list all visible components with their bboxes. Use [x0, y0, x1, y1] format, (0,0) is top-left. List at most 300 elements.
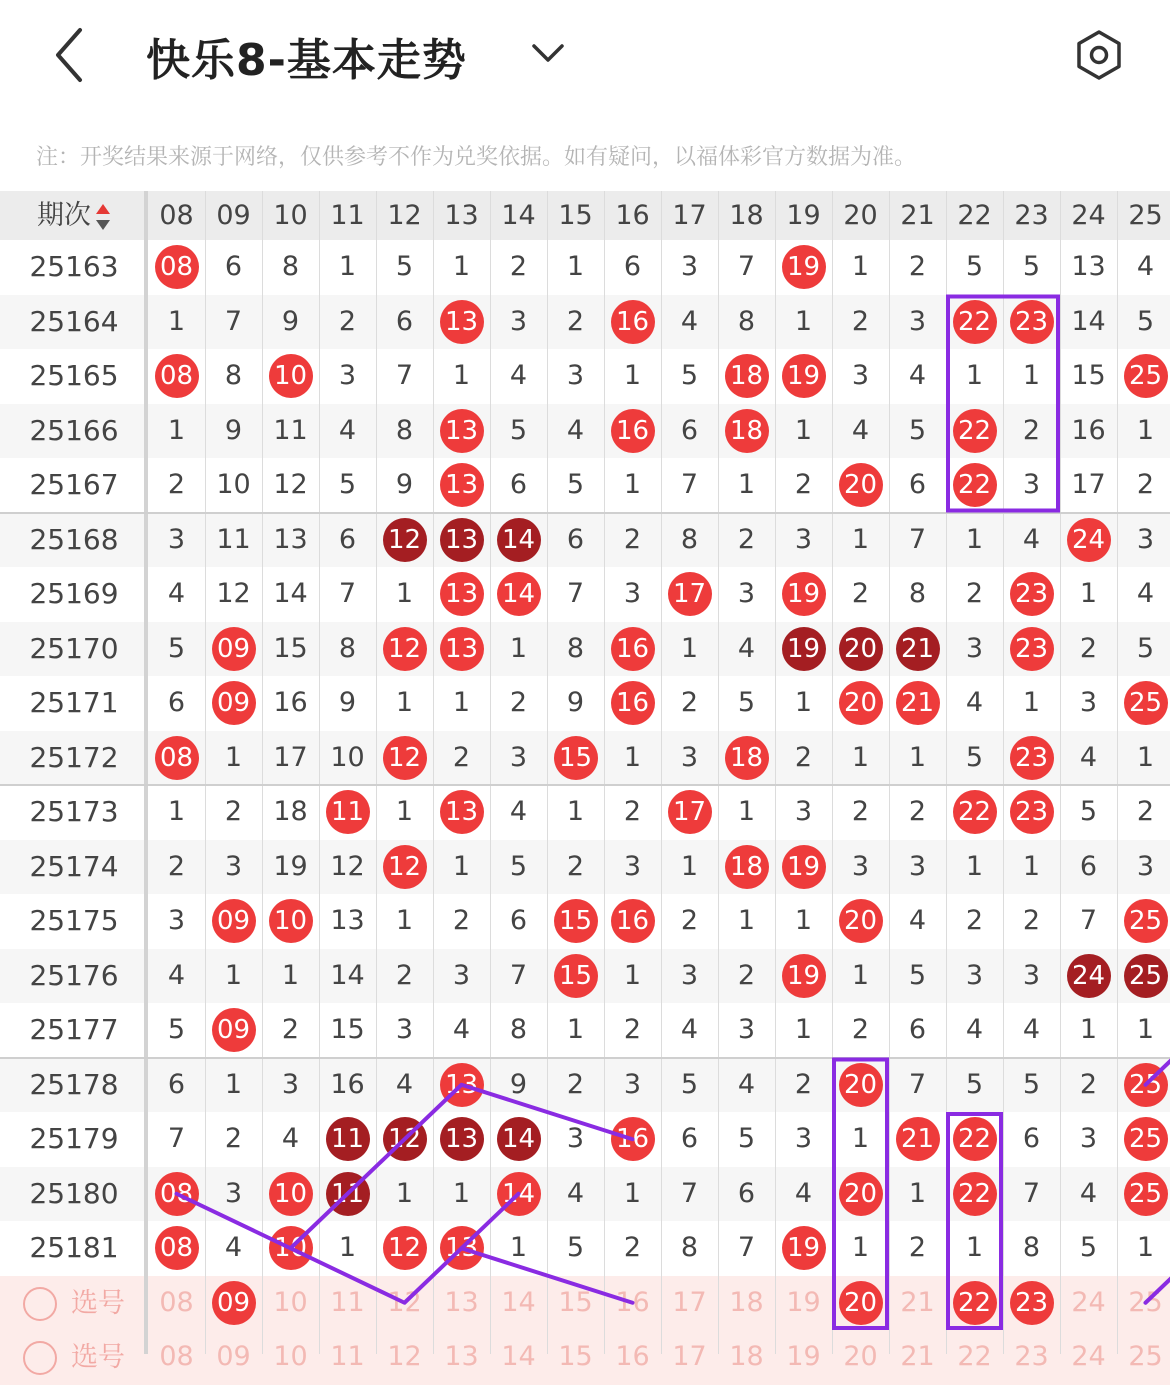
column-divider: [718, 191, 719, 1354]
drawn-number-cell: [718, 840, 775, 895]
omission-cell: 3: [718, 567, 775, 622]
number-ball: 08: [155, 736, 199, 780]
pick-row-toggle[interactable]: [0, 1276, 148, 1331]
omission-cell: 1: [1117, 1221, 1170, 1276]
table-row: [0, 949, 1170, 1004]
pick-number-button[interactable]: 18: [718, 1276, 775, 1331]
omission-cell: 3: [775, 513, 832, 568]
table-row: [0, 349, 1170, 404]
omission-cell: 1: [433, 349, 490, 404]
drawn-number-cell: [490, 567, 547, 622]
pick-number-button[interactable]: 16: [604, 1276, 661, 1331]
omission-cell: 4: [376, 1058, 433, 1113]
settings-button[interactable]: [1072, 28, 1126, 82]
omission-cell: 2: [604, 1003, 661, 1058]
pick-number-button[interactable]: 22: [946, 1330, 1003, 1385]
pick-number-button[interactable]: 11: [319, 1330, 376, 1385]
omission-cell: 3: [1060, 676, 1117, 731]
table-row: [0, 295, 1170, 350]
drawn-number-cell: [1117, 894, 1170, 949]
omission-cell: 5: [490, 404, 547, 459]
omission-cell: 4: [490, 785, 547, 840]
number-ball: 15: [554, 736, 598, 780]
drawn-number-cell: [775, 567, 832, 622]
omission-cell: 9: [490, 1058, 547, 1113]
omission-cell: 2: [775, 1058, 832, 1113]
number-ball: 12: [383, 845, 427, 889]
pick-number-button[interactable]: 24: [1060, 1330, 1117, 1385]
omission-cell: 2: [946, 894, 1003, 949]
pick-number-button[interactable]: 16: [604, 1330, 661, 1385]
column-divider: [1060, 191, 1061, 1354]
table-row: [0, 785, 1170, 840]
period-cell: 25166: [0, 404, 148, 459]
pick-number-button[interactable]: [946, 1276, 1003, 1331]
pick-number-button[interactable]: 09: [205, 1330, 262, 1385]
omission-cell: 5: [718, 1112, 775, 1167]
omission-cell: 7: [889, 513, 946, 568]
column-divider: [1117, 191, 1118, 1354]
omission-cell: 1: [832, 1112, 889, 1167]
omission-cell: 6: [1003, 1112, 1060, 1167]
omission-cell: 2: [205, 785, 262, 840]
pick-number-button[interactable]: 17: [661, 1330, 718, 1385]
disclaimer-notice: 注：开奖结果来源于网络，仅供参考不作为兑奖依据。如有疑问，以福体彩官方数据为准。: [36, 140, 916, 171]
number-ball: 22: [953, 300, 997, 344]
omission-cell: 2: [718, 949, 775, 1004]
omission-cell: 4: [547, 404, 604, 459]
pick-number-button[interactable]: 15: [547, 1330, 604, 1385]
drawn-number-cell: [319, 1112, 376, 1167]
omission-cell: 4: [319, 404, 376, 459]
number-ball: 21: [896, 1117, 940, 1161]
omission-cell: 1: [1003, 676, 1060, 731]
omission-cell: 4: [490, 349, 547, 404]
omission-cell: 15: [1060, 349, 1117, 404]
column-divider: [775, 191, 776, 1354]
number-ball: 13: [440, 1226, 484, 1270]
pick-number-button[interactable]: 10: [262, 1276, 319, 1331]
omission-cell: 3: [1117, 513, 1170, 568]
omission-cell: 1: [148, 295, 205, 350]
omission-cell: 14: [319, 949, 376, 1004]
number-ball: 19: [782, 845, 826, 889]
omission-cell: 1: [604, 458, 661, 513]
pick-number-button[interactable]: 20: [832, 1330, 889, 1385]
number-ball: 13: [440, 518, 484, 562]
column-header: 16: [604, 191, 661, 240]
number-ball: 25: [1124, 1172, 1168, 1216]
drawn-number-cell: [376, 1112, 433, 1167]
number-ball: 08: [155, 1226, 199, 1270]
omission-cell: 1: [376, 1167, 433, 1222]
pick-row: [0, 1330, 1170, 1385]
pick-number-button[interactable]: 25: [1117, 1276, 1170, 1331]
omission-cell: 2: [832, 295, 889, 350]
number-ball: 19: [782, 245, 826, 289]
drawn-number-cell: [205, 676, 262, 731]
number-ball: 09: [212, 1008, 256, 1052]
omission-cell: 1: [604, 349, 661, 404]
number-ball: 11: [326, 1172, 370, 1216]
omission-cell: 3: [490, 295, 547, 350]
omission-cell: 3: [262, 1058, 319, 1113]
omission-cell: 1: [946, 840, 1003, 895]
omission-cell: 1: [832, 949, 889, 1004]
omission-cell: 15: [319, 1003, 376, 1058]
pick-number-button[interactable]: 17: [661, 1276, 718, 1331]
drawn-number-cell: [718, 731, 775, 786]
omission-cell: 2: [547, 840, 604, 895]
drawn-number-cell: [832, 1167, 889, 1222]
omission-cell: 1: [490, 622, 547, 677]
omission-cell: 5: [889, 949, 946, 1004]
number-ball: 22: [953, 790, 997, 834]
number-ball: 22: [953, 463, 997, 507]
omission-cell: 1: [1117, 731, 1170, 786]
omission-cell: 6: [604, 240, 661, 295]
column-header: 22: [946, 191, 1003, 240]
omission-cell: 2: [319, 295, 376, 350]
omission-cell: 4: [1003, 513, 1060, 568]
omission-cell: 3: [832, 349, 889, 404]
omission-cell: 3: [1003, 458, 1060, 513]
period-header-sort-button[interactable]: [0, 191, 148, 240]
omission-cell: 8: [661, 1221, 718, 1276]
number-ball: 10: [269, 1226, 313, 1270]
pick-number-button[interactable]: 11: [319, 1276, 376, 1331]
omission-cell: 2: [547, 295, 604, 350]
omission-cell: 1: [775, 1003, 832, 1058]
omission-cell: 3: [148, 894, 205, 949]
omission-cell: 3: [661, 240, 718, 295]
pick-number-button[interactable]: 12: [376, 1276, 433, 1331]
number-ball: 23: [1010, 627, 1054, 671]
omission-cell: 1: [433, 1167, 490, 1222]
period-cell: 25171: [0, 676, 148, 731]
pick-number-button[interactable]: 14: [490, 1330, 547, 1385]
omission-cell: 5: [889, 404, 946, 459]
pick-number-button[interactable]: [1003, 1276, 1060, 1331]
omission-cell: 1: [319, 1221, 376, 1276]
omission-cell: 13: [262, 513, 319, 568]
omission-cell: 4: [1003, 1003, 1060, 1058]
omission-cell: 1: [661, 840, 718, 895]
omission-cell: 3: [1060, 1112, 1117, 1167]
column-header: 23: [1003, 191, 1060, 240]
drawn-number-cell: [1117, 1167, 1170, 1222]
drawn-number-cell: [946, 1167, 1003, 1222]
drawn-number-cell: [547, 731, 604, 786]
omission-cell: 1: [604, 731, 661, 786]
omission-cell: 8: [718, 295, 775, 350]
drawn-number-cell: [604, 1112, 661, 1167]
drawn-number-cell: [376, 731, 433, 786]
omission-cell: 6: [319, 513, 376, 568]
omission-cell: 3: [889, 840, 946, 895]
number-ball: 23: [1010, 790, 1054, 834]
omission-cell: 3: [433, 949, 490, 1004]
omission-cell: 3: [604, 567, 661, 622]
column-divider: [376, 191, 377, 1354]
omission-cell: 13: [1060, 240, 1117, 295]
omission-cell: 8: [262, 240, 319, 295]
omission-cell: 4: [148, 949, 205, 1004]
column-header: 25: [1117, 191, 1170, 240]
omission-cell: 1: [376, 894, 433, 949]
omission-cell: 5: [490, 840, 547, 895]
drawn-number-cell: [433, 622, 490, 677]
drawn-number-cell: [832, 458, 889, 513]
column-header: 18: [718, 191, 775, 240]
omission-cell: 3: [319, 349, 376, 404]
pick-number-button[interactable]: 13: [433, 1330, 490, 1385]
omission-cell: 2: [490, 240, 547, 295]
omission-cell: 2: [604, 785, 661, 840]
table-row: [0, 1167, 1170, 1222]
number-ball: 16: [611, 409, 655, 453]
pick-number-button[interactable]: 21: [889, 1276, 946, 1331]
omission-cell: 3: [661, 731, 718, 786]
number-ball: 14: [497, 1172, 541, 1216]
pick-number-button[interactable]: 15: [547, 1276, 604, 1331]
drawn-number-cell: [604, 894, 661, 949]
omission-cell: 5: [1060, 785, 1117, 840]
number-ball: 16: [611, 300, 655, 344]
column-divider: [144, 191, 148, 1354]
group-divider: [0, 512, 1170, 514]
pick-number-button[interactable]: 19: [775, 1276, 832, 1331]
drawn-number-cell: [148, 240, 205, 295]
pick-number-button[interactable]: 14: [490, 1276, 547, 1331]
table-row: [0, 622, 1170, 677]
omission-cell: 5: [148, 1003, 205, 1058]
omission-cell: 1: [718, 785, 775, 840]
omission-cell: 2: [718, 513, 775, 568]
number-ball: 17: [668, 572, 712, 616]
omission-cell: 3: [205, 1167, 262, 1222]
period-cell: 25176: [0, 949, 148, 1004]
omission-cell: 1: [205, 949, 262, 1004]
column-header: 12: [376, 191, 433, 240]
pick-number-button[interactable]: 10: [262, 1330, 319, 1385]
omission-cell: 1: [889, 1167, 946, 1222]
column-header: 10: [262, 191, 319, 240]
table-row: [0, 1112, 1170, 1167]
omission-cell: 5: [1003, 1058, 1060, 1113]
top-bar: [0, 0, 1170, 112]
column-divider: [547, 191, 548, 1354]
omission-cell: 2: [889, 785, 946, 840]
omission-cell: 1: [832, 240, 889, 295]
number-ball: 19: [782, 954, 826, 998]
pick-number-button[interactable]: [205, 1276, 262, 1331]
number-ball: 22: [953, 1172, 997, 1216]
drawn-number-cell: [148, 1167, 205, 1222]
period-cell: 25177: [0, 1003, 148, 1058]
drawn-number-cell: [1003, 731, 1060, 786]
omission-cell: 1: [547, 785, 604, 840]
column-header: 11: [319, 191, 376, 240]
drawn-number-cell: [946, 295, 1003, 350]
omission-cell: 7: [1003, 1167, 1060, 1222]
omission-cell: 5: [718, 676, 775, 731]
period-header-label: 期次: [37, 200, 91, 231]
omission-cell: 1: [604, 949, 661, 1004]
column-divider: [319, 191, 320, 1354]
table-row: [0, 458, 1170, 513]
omission-cell: 3: [205, 840, 262, 895]
omission-cell: 3: [889, 295, 946, 350]
drawn-number-cell: [433, 1221, 490, 1276]
drawn-number-cell: [433, 513, 490, 568]
column-header: 20: [832, 191, 889, 240]
number-ball: 25: [1124, 954, 1168, 998]
omission-cell: 10: [319, 731, 376, 786]
number-ball: 11: [326, 790, 370, 834]
omission-cell: 3: [718, 1003, 775, 1058]
omission-cell: 1: [775, 404, 832, 459]
page-title[interactable]: 快乐8-基本走势: [146, 24, 467, 88]
number-ball: 20: [839, 463, 883, 507]
omission-cell: 3: [775, 785, 832, 840]
number-ball: 16: [611, 899, 655, 943]
omission-cell: 4: [832, 404, 889, 459]
number-ball: 15: [554, 954, 598, 998]
omission-cell: 5: [946, 1058, 1003, 1113]
drawn-number-cell: [775, 349, 832, 404]
drawn-number-cell: [262, 1221, 319, 1276]
number-ball: 11: [326, 1117, 370, 1161]
pick-number-button[interactable]: 23: [1003, 1330, 1060, 1385]
pick-number-button[interactable]: 19: [775, 1330, 832, 1385]
omission-cell: 1: [775, 676, 832, 731]
omission-cell: 9: [262, 295, 319, 350]
number-ball: 25: [1124, 354, 1168, 398]
omission-cell: 2: [775, 731, 832, 786]
table-row: [0, 676, 1170, 731]
omission-cell: 12: [262, 458, 319, 513]
omission-cell: 2: [148, 840, 205, 895]
omission-cell: 4: [205, 1221, 262, 1276]
omission-cell: 5: [1117, 622, 1170, 677]
back-button[interactable]: [40, 20, 110, 90]
picked-number-ball: 23: [1010, 1281, 1054, 1325]
number-ball: 09: [212, 681, 256, 725]
drawn-number-cell: [946, 404, 1003, 459]
period-cell: 25179: [0, 1112, 148, 1167]
number-ball: 24: [1067, 954, 1111, 998]
number-ball: 14: [497, 1117, 541, 1161]
drawn-number-cell: [718, 349, 775, 404]
omission-cell: 2: [262, 1003, 319, 1058]
period-cell: 25178: [0, 1058, 148, 1113]
number-ball: 21: [896, 627, 940, 671]
omission-cell: 1: [319, 240, 376, 295]
pick-row-label: 选号: [71, 1342, 125, 1373]
number-ball: 14: [497, 518, 541, 562]
pick-number-button[interactable]: 08: [148, 1330, 205, 1385]
radio-circle-icon[interactable]: [23, 1287, 57, 1321]
number-ball: 16: [611, 681, 655, 725]
omission-cell: 5: [661, 1058, 718, 1113]
radio-circle-icon[interactable]: [23, 1341, 57, 1375]
pick-number-button[interactable]: 21: [889, 1330, 946, 1385]
omission-cell: 8: [376, 404, 433, 459]
column-header: 19: [775, 191, 832, 240]
number-ball: 25: [1124, 1117, 1168, 1161]
omission-cell: 17: [262, 731, 319, 786]
omission-cell: 1: [604, 1167, 661, 1222]
pick-number-button[interactable]: [832, 1276, 889, 1331]
number-ball: 23: [1010, 736, 1054, 780]
omission-cell: 1: [889, 731, 946, 786]
omission-cell: 1: [148, 785, 205, 840]
omission-cell: 8: [205, 349, 262, 404]
drawn-number-cell: [433, 567, 490, 622]
number-ball: 10: [269, 899, 313, 943]
omission-cell: 6: [889, 1003, 946, 1058]
omission-cell: 1: [433, 676, 490, 731]
omission-cell: 6: [547, 513, 604, 568]
pick-number-button[interactable]: 25: [1117, 1330, 1170, 1385]
omission-cell: 14: [262, 567, 319, 622]
column-header: 13: [433, 191, 490, 240]
number-ball: 13: [440, 463, 484, 507]
period-cell: 25174: [0, 840, 148, 895]
pick-row-toggle[interactable]: [0, 1330, 148, 1385]
column-divider: [262, 191, 263, 1354]
title-dropdown[interactable]: [528, 34, 568, 74]
omission-cell: 2: [832, 1003, 889, 1058]
omission-cell: 2: [205, 1112, 262, 1167]
pick-number-button[interactable]: 18: [718, 1330, 775, 1385]
number-ball: 08: [155, 1172, 199, 1216]
omission-cell: 7: [661, 458, 718, 513]
period-cell: 25180: [0, 1167, 148, 1222]
omission-cell: 11: [205, 513, 262, 568]
number-ball: 18: [725, 354, 769, 398]
omission-cell: 6: [889, 458, 946, 513]
pick-number-button[interactable]: 13: [433, 1276, 490, 1331]
omission-cell: 2: [889, 240, 946, 295]
omission-cell: 7: [490, 949, 547, 1004]
pick-number-button[interactable]: 12: [376, 1330, 433, 1385]
omission-cell: 4: [889, 894, 946, 949]
omission-cell: 1: [718, 894, 775, 949]
pick-number-button[interactable]: 24: [1060, 1276, 1117, 1331]
number-ball: 17: [668, 790, 712, 834]
omission-cell: 1: [946, 1221, 1003, 1276]
omission-cell: 6: [490, 458, 547, 513]
omission-cell: 5: [946, 731, 1003, 786]
omission-cell: 8: [1003, 1221, 1060, 1276]
omission-cell: 4: [1060, 731, 1117, 786]
table-row: [0, 731, 1170, 786]
drawn-number-cell: [946, 785, 1003, 840]
picked-number-ball: 09: [212, 1281, 256, 1325]
number-ball: 12: [383, 736, 427, 780]
table-row: [0, 567, 1170, 622]
omission-cell: 16: [1060, 404, 1117, 459]
pick-number-button[interactable]: 08: [148, 1276, 205, 1331]
omission-cell: 6: [148, 676, 205, 731]
omission-cell: 3: [946, 622, 1003, 677]
omission-cell: 2: [1060, 622, 1117, 677]
number-ball: 13: [440, 572, 484, 616]
number-ball: 10: [269, 1172, 313, 1216]
column-divider: [661, 191, 662, 1354]
